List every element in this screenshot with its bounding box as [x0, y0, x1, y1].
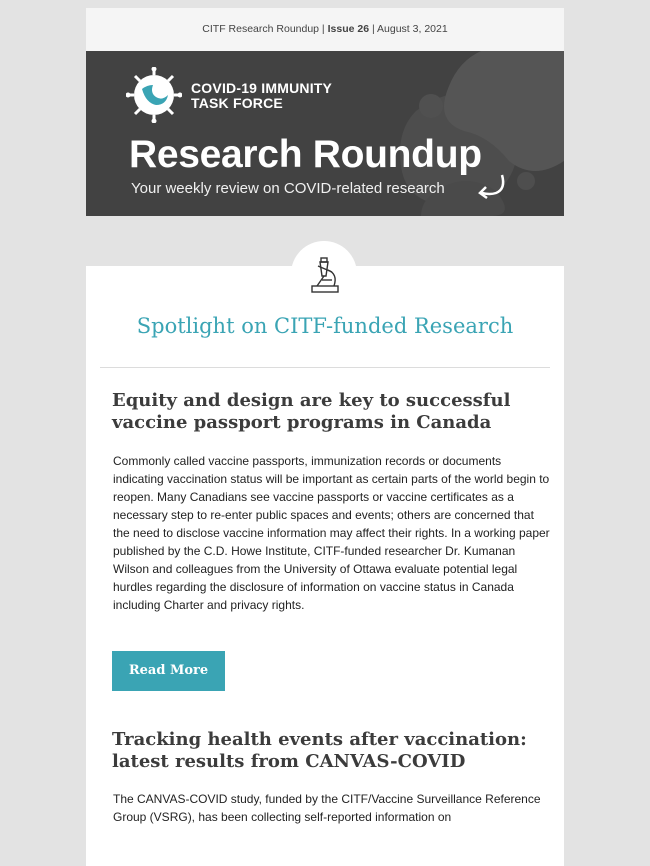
hero-subtitle: Your weekly review on COVID-related research	[131, 180, 445, 197]
brand-name	[191, 81, 332, 111]
newsletter-name: CITF Research Roundup |	[202, 23, 325, 35]
issue-date: | August 3, 2021	[371, 23, 448, 35]
brand-line-1: COVID-19 IMMUNITY	[191, 80, 333, 96]
article-1-body: Commonly called vaccine passports, immunization records or documents indicating vaccination status will be important as certain parts of the world begin to reopen. Many Canadians see vaccine passports or vaccine certificates as a necessary step to re-enter public spaces and events; others are concerned that the need to disclose vaccine information may affect their rights. In a working paper published by the C.D. Howe Institute, CITF-funded researcher Dr. Kumanan Wilson and colleagues from the University of Ottawa evaluate potential legal hurdles regarding the disclosure of information on vaccine status in Canada including Charter and privacy rights.	[113, 454, 550, 612]
read-more-button[interactable]: Read More	[112, 651, 225, 691]
hero-title: Research Roundup	[129, 133, 482, 176]
arrow-icon	[476, 173, 510, 203]
article-2-body: The CANVAS-COVID study, funded by the CITF/Vaccine Surveillance Reference Group (VSRG), has been collecting self-reported information on	[113, 792, 541, 824]
section-badge	[291, 241, 357, 307]
newsletter-header-bar	[86, 8, 564, 51]
article-1-title[interactable]: Equity and design are key to successful vaccine passport programs in Canada	[112, 390, 511, 433]
section-divider	[100, 367, 550, 368]
article-2-title[interactable]: Tracking health events after vaccination: latest results from CANVAS-COVID	[112, 729, 527, 772]
hero-banner	[86, 51, 564, 216]
content-card	[86, 266, 564, 866]
issue-number: Issue 26	[327, 23, 370, 35]
microscope-icon	[308, 256, 342, 296]
brand-line-2: TASK FORCE	[191, 95, 283, 111]
citf-logo-icon	[126, 67, 182, 123]
section-title: Spotlight on CITF-funded Research	[136, 314, 514, 338]
